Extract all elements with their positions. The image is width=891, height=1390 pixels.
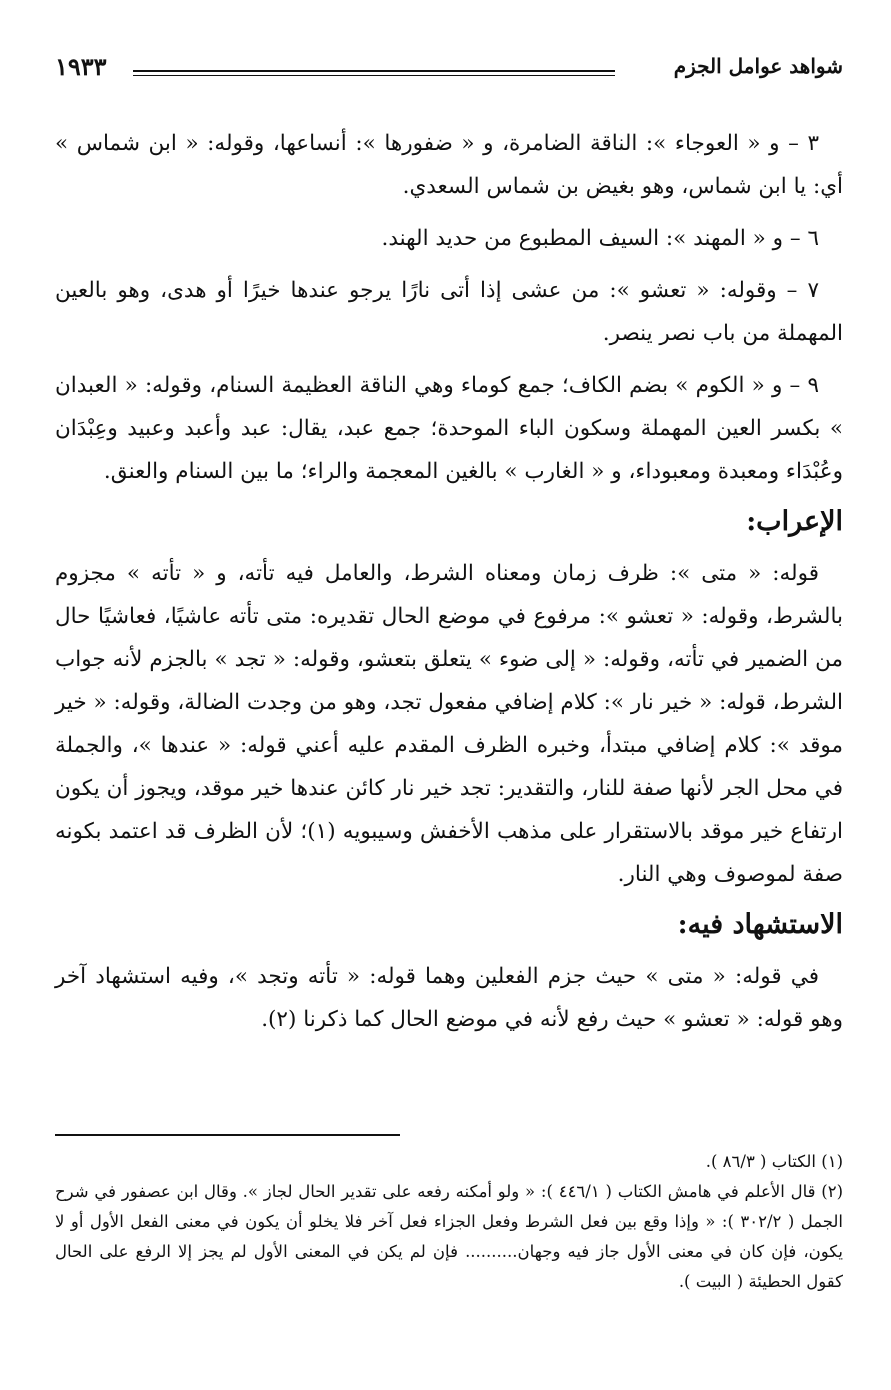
- header-rule: [133, 70, 615, 76]
- book-page: [55, 52, 843, 1350]
- note-paragraph: ٩ – و « الكوم » بضم الكاف؛ جمع كوماء وهي الناقة العظيمة السنام، وقوله: « العبدان » بكسر العين المهملة وسكون الباء الموحدة؛ جمع عبد، يقال: عبد وأعبد وعبيد وعِبْدَان وعُبْدَاء ومعبدة ومعبوداء، و « الغارب » بالغين المعجمة والراء؛ ما بين السنام والعنق.: [55, 373, 843, 484]
- i3rab-paragraph: قوله: « متى »: ظرف زمان ومعناه الشرط، والعامل فيه تأته، و « تأته » مجزوم بالشرط، وقوله: « تعشو »: مرفوع في موضع الحال تقديره: متى تأته عاشيًا، فعاشيًا حال من الضمير في تأته، وقوله: « إلى ضوء » يتعلق بتعشو، وقوله: « تجد » بالجزم لأنه جواب الشرط، قوله: « خير نار »: كلام إضافي مفعول تجد، وهو من وجدت الضالة، وقوله: « خير موقد »: كلام إضافي مبتدأ، وخبره الظرف المقدم عليه أعني قوله: « عندها »، والجملة في محل الجر لأنها صفة للنار، والتقدير: تجد خير نار كائن عندها خير موقد، ويجوز أن يكون ارتفاع خير موقد بالاستقرار على مذهب الأخفش وسيبويه (١)؛ لأن الظرف قد اعتمد بكونه صفة لموصوف وهي النار.: [54, 561, 843, 887]
- main-text: [55, 122, 843, 1041]
- footnotes: [55, 1147, 843, 1297]
- footnote-separator: [55, 1134, 400, 1136]
- note-paragraph: ٧ – وقوله: « تعشو »: من عشى إذا أتى نارًا يرجو عندها خيرًا أو هدى، وهو بالعين المهملة من باب نصر ينصر.: [55, 278, 843, 346]
- section-heading-i3rab: الإعراب:: [746, 506, 843, 537]
- page-number: ١٩٣٣: [55, 52, 107, 81]
- running-title: شواهد عوامل الجزم: [673, 54, 843, 78]
- istishhad-paragraph: في قوله: « متى » حيث جزم الفعلين وهما قوله: « تأته وتجد »، وفيه استشهاد آخر وهو قوله: « تعشو » حيث رفع لأنه في موضع الحال كما ذكرنا (٢).: [55, 964, 843, 1032]
- page-header: [55, 52, 843, 92]
- note-paragraph: ٣ – و « العوجاء »: الناقة الضامرة، و « ضفورها »: أنساعها، وقوله: « ابن شماس » أي: يا ابن شماس، وهو بغيض بن شماس السعدي.: [55, 131, 843, 199]
- footnote-1: (١) الكتاب ( ٨٦/٣ ).: [705, 1152, 843, 1171]
- section-heading-istishhad: الاستشهاد فيه:: [677, 909, 843, 940]
- note-paragraph: ٦ – و « المهند »: السيف المطبوع من حديد الهند.: [381, 226, 819, 251]
- footnote-2: (٢) قال الأعلم في هامش الكتاب ( ٤٤٦/١ ): « ولو أمكنه رفعه على تقدير الحال لجاز ». وقال ابن عصفور في شرح الجمل ( ٣٠٢/٢ ): « وإذا وقع بين فعل الشرط وفعل الجزاء فعل آخر فلا يخلو أن يكون في معنى الفعل الأول أو لا يكون، فإن كان في معنى الأول جاز فيه وجهان.......... فإن لم يكن في المعنى الأول لم يجز إلا الرفع على الحال كقول الحطيئة ( البيت ).: [55, 1182, 844, 1291]
